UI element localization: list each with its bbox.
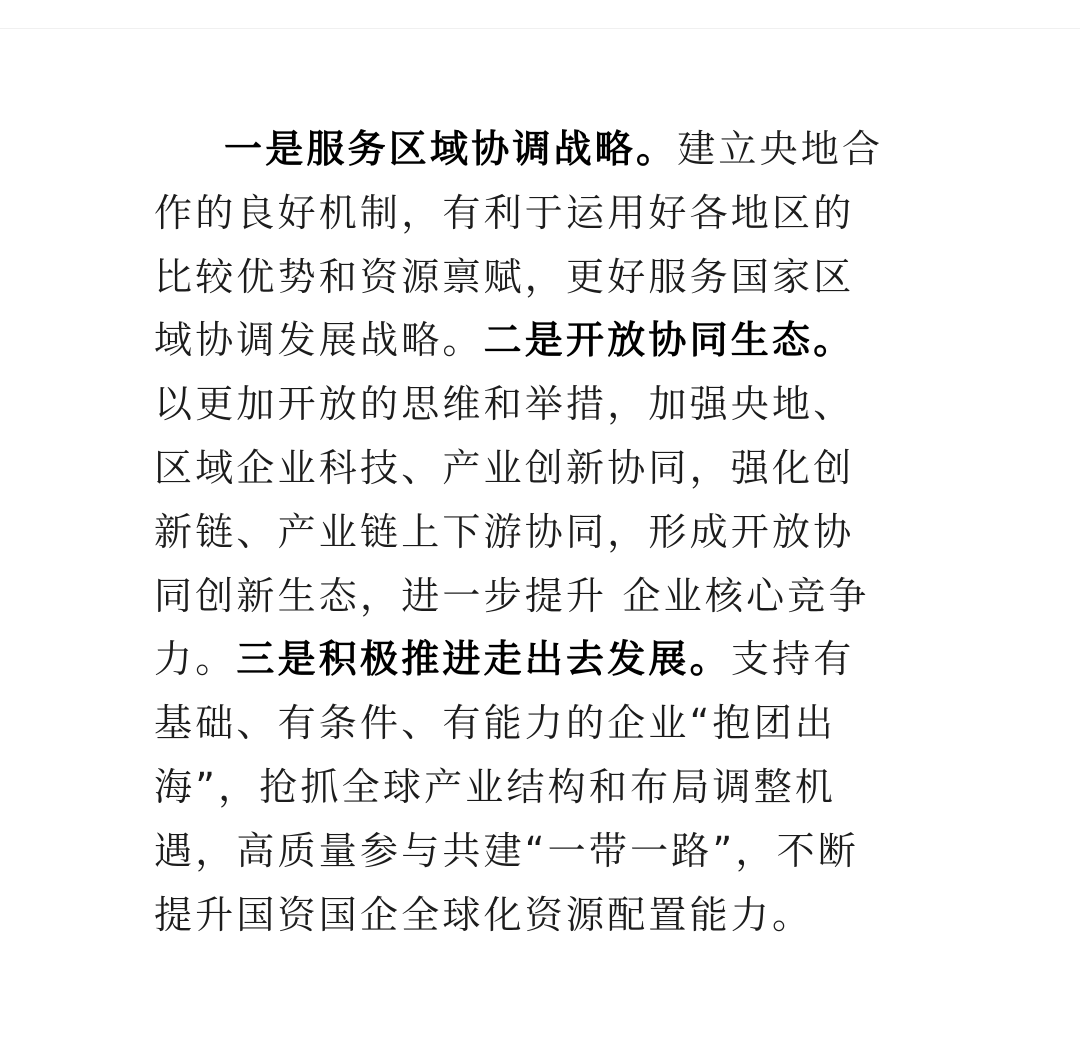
text-line — [154, 309, 934, 373]
text-line — [154, 437, 934, 501]
heading-point-3: 三是积极推进走出去发展。 — [236, 637, 731, 682]
line-text-tail: 支持有 — [730, 637, 855, 682]
article-body — [154, 118, 934, 947]
text-line — [154, 118, 934, 182]
line-text: 建立央地合 — [677, 127, 884, 171]
heading-point-1: 一是服务区域协调战略。 — [224, 127, 678, 171]
line-text: 比较优势和资源禀赋，更好服务国家区 — [154, 254, 855, 299]
text-line — [154, 628, 934, 692]
text-line — [154, 692, 934, 756]
line-text: 力。 — [154, 637, 237, 682]
line-text: 区域企业科技、产业创新协同，强化创 — [154, 445, 855, 490]
top-divider — [0, 28, 1080, 29]
text-line — [154, 756, 934, 820]
line-text: 以更加开放的思维和举措，加强央地、 — [154, 382, 855, 427]
text-line — [154, 246, 934, 310]
text-line — [154, 182, 934, 246]
heading-point-2: 二是开放协同生态。 — [483, 318, 855, 363]
text-line — [154, 820, 934, 884]
line-text: 新链、产业链上下游协同，形成开放协 — [154, 509, 855, 554]
line-text: 同创新生态，进一步提升 企业核心竞争 — [154, 573, 870, 618]
line-text: 海”，抢抓全球产业结构和布局调整机 — [154, 764, 837, 809]
line-text: 遇，高质量参与共建“一带一路”，不断 — [154, 828, 859, 873]
line-text: 作的良好机制，有利于运用好各地区的 — [154, 190, 855, 235]
text-line — [154, 884, 934, 948]
text-line — [154, 501, 934, 565]
text-line — [154, 565, 934, 629]
text-line — [154, 373, 934, 437]
line-text: 基础、有条件、有能力的企业“抱团出 — [154, 701, 837, 746]
line-text: 提升国资国企全球化资源配置能力。 — [154, 892, 814, 937]
line-text: 域协调发展战略。 — [154, 318, 484, 363]
